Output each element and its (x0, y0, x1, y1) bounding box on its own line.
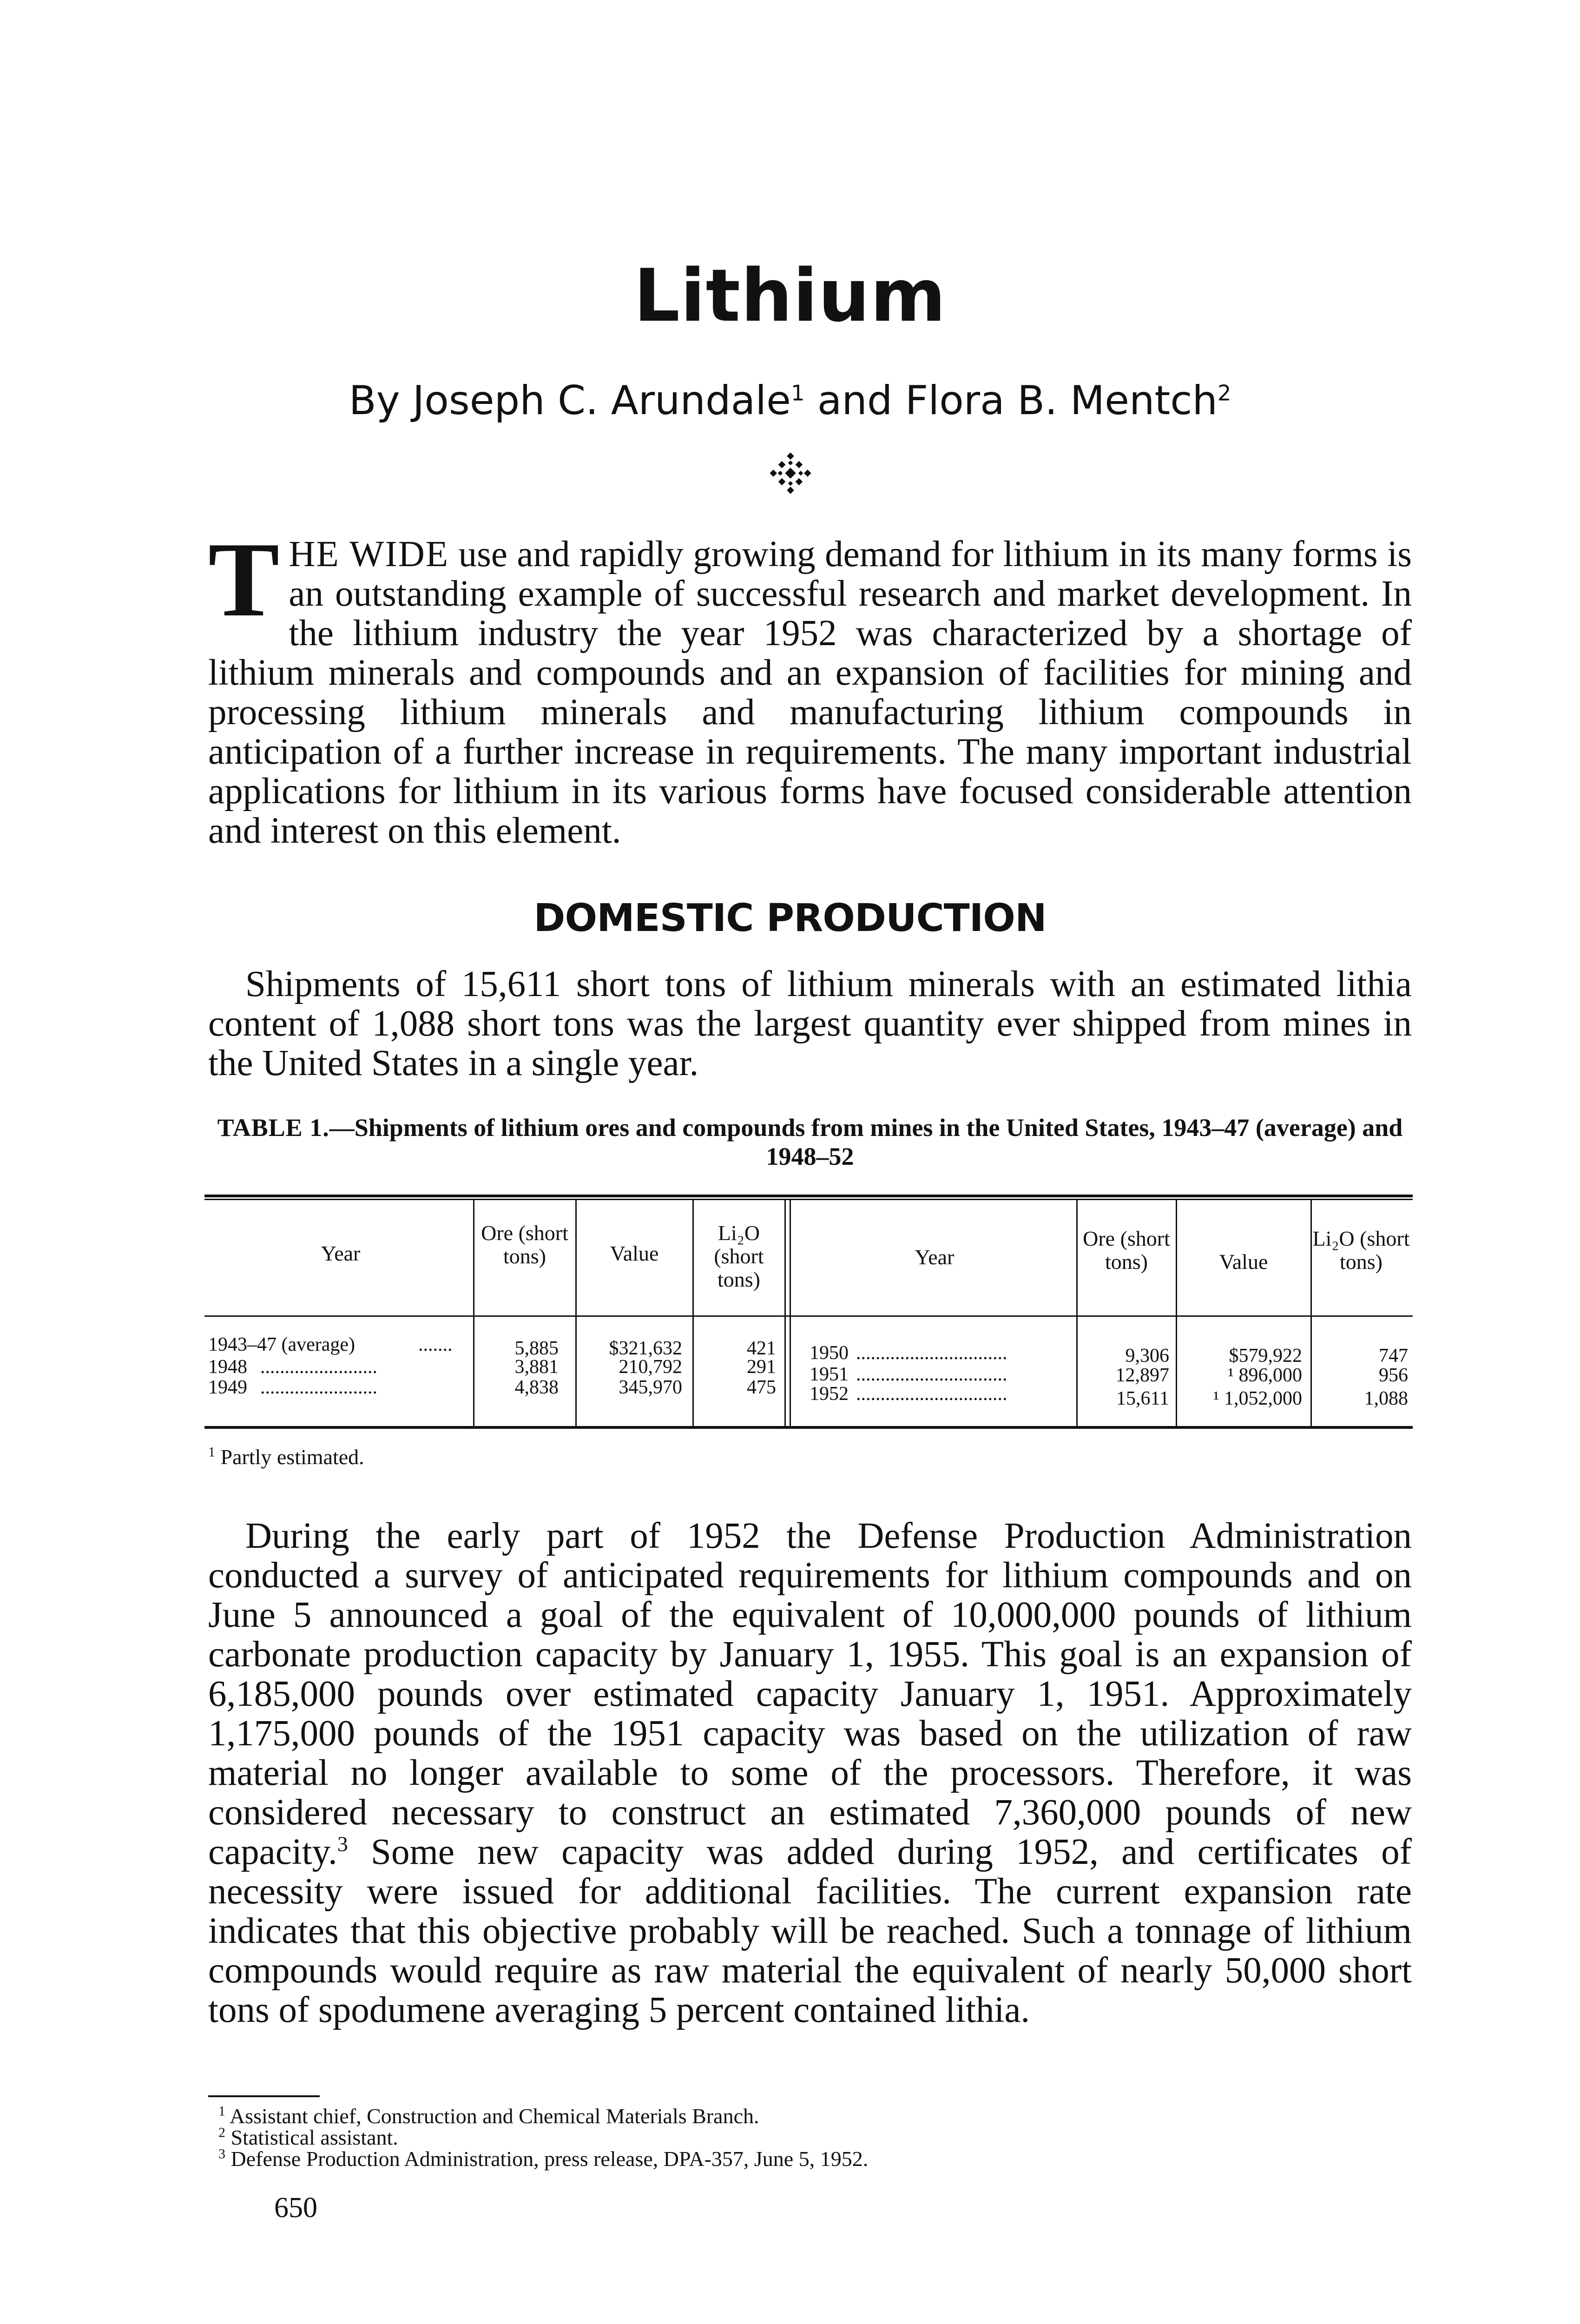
table-footnote-text: Partly estimated. (220, 1445, 364, 1469)
table-header-ore-2: Ore (short tons) (1083, 1227, 1170, 1274)
table-caption-text: —Shipments of lithium ores and compounds from mines in the United States, 1943–47 (average) and 1948–52 (329, 1114, 1403, 1170)
table-cell-li2o: 1,088 (1364, 1388, 1408, 1409)
table-cell-li2o: 421 (747, 1338, 776, 1359)
ornament-icon (769, 452, 812, 495)
table-cell-year: 1950 (810, 1342, 849, 1364)
intro-text: use and rapidly growing demand for lithium in its many forms is an outstanding example of successful research and market development. In the lithium industry the year 1952 was characterized by a shortage of lithium minerals and compounds and an expansion of facilities for mining and processing lithium minerals and manufacturing lithium compounds in anticipation of a further increase in requirements. The many important industrial applications for lithium in its various forms have focused considerable attention and interest on this element. (208, 534, 1412, 851)
byline-sup-2: 2 (1218, 380, 1231, 406)
table-caption-lead: TABLE 1. (217, 1114, 329, 1142)
footnote-text: Statistical assistant. (230, 2126, 398, 2149)
table-cell-ore: 3,881 (514, 1356, 559, 1378)
footnote-3 (218, 2147, 868, 2171)
paragraph-3-tail: Some new capacity was added during 1952, and certificates of necessity were issued for additional facilities. The current expansion rate indicates that this objective probably will be reached. Such a tonnage of lithium compounds would require as raw material the equivalent of nearly 50,000 short tons of spodumene averaging 5 percent contained lithia. (208, 1832, 1412, 2030)
byline (0, 377, 1580, 424)
table-cell-year: 1948 (208, 1356, 247, 1378)
table-cell-year: 1943–47 (average) (208, 1334, 356, 1355)
leader-dots: ............................... (856, 1342, 1007, 1364)
table-cell-ore: 15,611 (1116, 1388, 1169, 1409)
footnote-1 (218, 2105, 759, 2128)
leader-dots: ........................ (260, 1377, 377, 1398)
table-header-ore: Ore (short tons) (481, 1221, 568, 1268)
leader-dots: ....... (418, 1334, 453, 1355)
table-cell-year: 1949 (208, 1377, 247, 1398)
table-header-year-2: Year (915, 1245, 955, 1269)
table-col-divider (473, 1200, 474, 1426)
table-header-li2o-2: Li₂O (short tons) (1312, 1227, 1410, 1274)
footnote-mark: 1 (218, 2103, 225, 2119)
byline-author-2: and Flora B. Mentch (804, 377, 1218, 424)
table-cell-value: ¹ 1,052,000 (1213, 1388, 1302, 1409)
table-cell-value: 210,792 (619, 1356, 682, 1378)
byline-author-1: By Joseph C. Arundale (349, 377, 791, 424)
table-bottom-rule (204, 1426, 1413, 1429)
table-top-rule-thin (204, 1199, 1413, 1200)
table-col-divider (1176, 1200, 1177, 1426)
paragraph-3-text: During the early part of 1952 the Defense Production Administration conducted a survey of anticipated requirements for lithium compounds and on June 5 announced a goal of the equivalent of 10,000,000 pounds of lithium carbonate production capacity by January 1, 1955. This goal is an expansion of 6,185,000 pounds over estimated capacity January 1, 1951. Approximately 1,175,000 pounds of the 1951 capacity was based on the utilization of raw material no longer available to some of the processors. Therefore, it was considered necessary to construct an estimated 7,360,000 pounds of new capacity. (208, 1516, 1412, 1872)
table-cell-li2o: 956 (1379, 1365, 1408, 1386)
table-top-rule (204, 1195, 1413, 1197)
table-col-divider (1076, 1200, 1078, 1426)
leader-dots: ............................... (856, 1383, 1007, 1405)
table-header-year: Year (321, 1241, 361, 1265)
table-cell-value: 345,970 (619, 1377, 682, 1398)
drop-cap: T (208, 520, 280, 639)
footnote-text: Assistant chief, Construction and Chemical Materials Branch. (229, 2104, 759, 2128)
footnote-2 (218, 2126, 398, 2149)
table-cell-year: 1952 (810, 1383, 849, 1405)
table-col-divider (692, 1200, 694, 1426)
section-heading: DOMESTIC PRODUCTION (533, 896, 1047, 940)
footnote-mark: 2 (218, 2125, 225, 2140)
table-footnote-mark: 1 (208, 1444, 215, 1460)
table-cell-ore: 5,885 (514, 1338, 559, 1359)
intro-lead-caps: HE WIDE (289, 534, 449, 574)
table-header-rule (204, 1315, 1413, 1317)
table-col-divider (1310, 1200, 1312, 1426)
table-cell-li2o: 291 (747, 1356, 776, 1378)
table-center-double-divider (784, 1200, 791, 1426)
footnote-mark: 3 (218, 2146, 225, 2162)
table-cell-year: 1951 (810, 1364, 849, 1385)
table-header-value: Value (610, 1241, 659, 1265)
table-cell-ore: 12,897 (1115, 1365, 1169, 1386)
page-number: 650 (274, 2192, 317, 2224)
paragraph-3-footnote-ref: 3 (337, 1832, 348, 1856)
table-cell-ore: 9,306 (1125, 1345, 1169, 1367)
leader-dots: ............................... (856, 1364, 1007, 1385)
intro-paragraph (208, 520, 1412, 851)
page-title: Lithium (633, 253, 947, 338)
table-header-li2o: Li₂O (short tons) (714, 1221, 764, 1291)
footnote-text: Defense Production Administration, press release, DPA-357, June 5, 1952. (230, 2147, 869, 2171)
paragraph-2: Shipments of 15,611 short tons of lithium minerals with an estimated lithia content of 1,088 short tons was the largest quantity ever shipped from mines in the United States in a single year. (208, 964, 1412, 1083)
table-header-value-2: Value (1219, 1250, 1268, 1274)
leader-dots: ........................ (260, 1356, 377, 1378)
footnote-rule (208, 2095, 320, 2097)
table-cell-value: $321,632 (609, 1338, 682, 1359)
table-cell-value: ¹ 896,000 (1228, 1365, 1302, 1386)
paragraph-3 (208, 1516, 1412, 2030)
table-cell-li2o: 747 (1379, 1345, 1408, 1367)
table-caption (208, 1113, 1412, 1171)
table-footnote (208, 1445, 364, 1469)
table-cell-li2o: 475 (747, 1377, 776, 1398)
byline-sup-1: 1 (791, 380, 805, 406)
table-col-divider (575, 1200, 577, 1426)
table-cell-ore: 4,838 (514, 1377, 559, 1398)
table-cell-value: $579,922 (1229, 1345, 1302, 1367)
